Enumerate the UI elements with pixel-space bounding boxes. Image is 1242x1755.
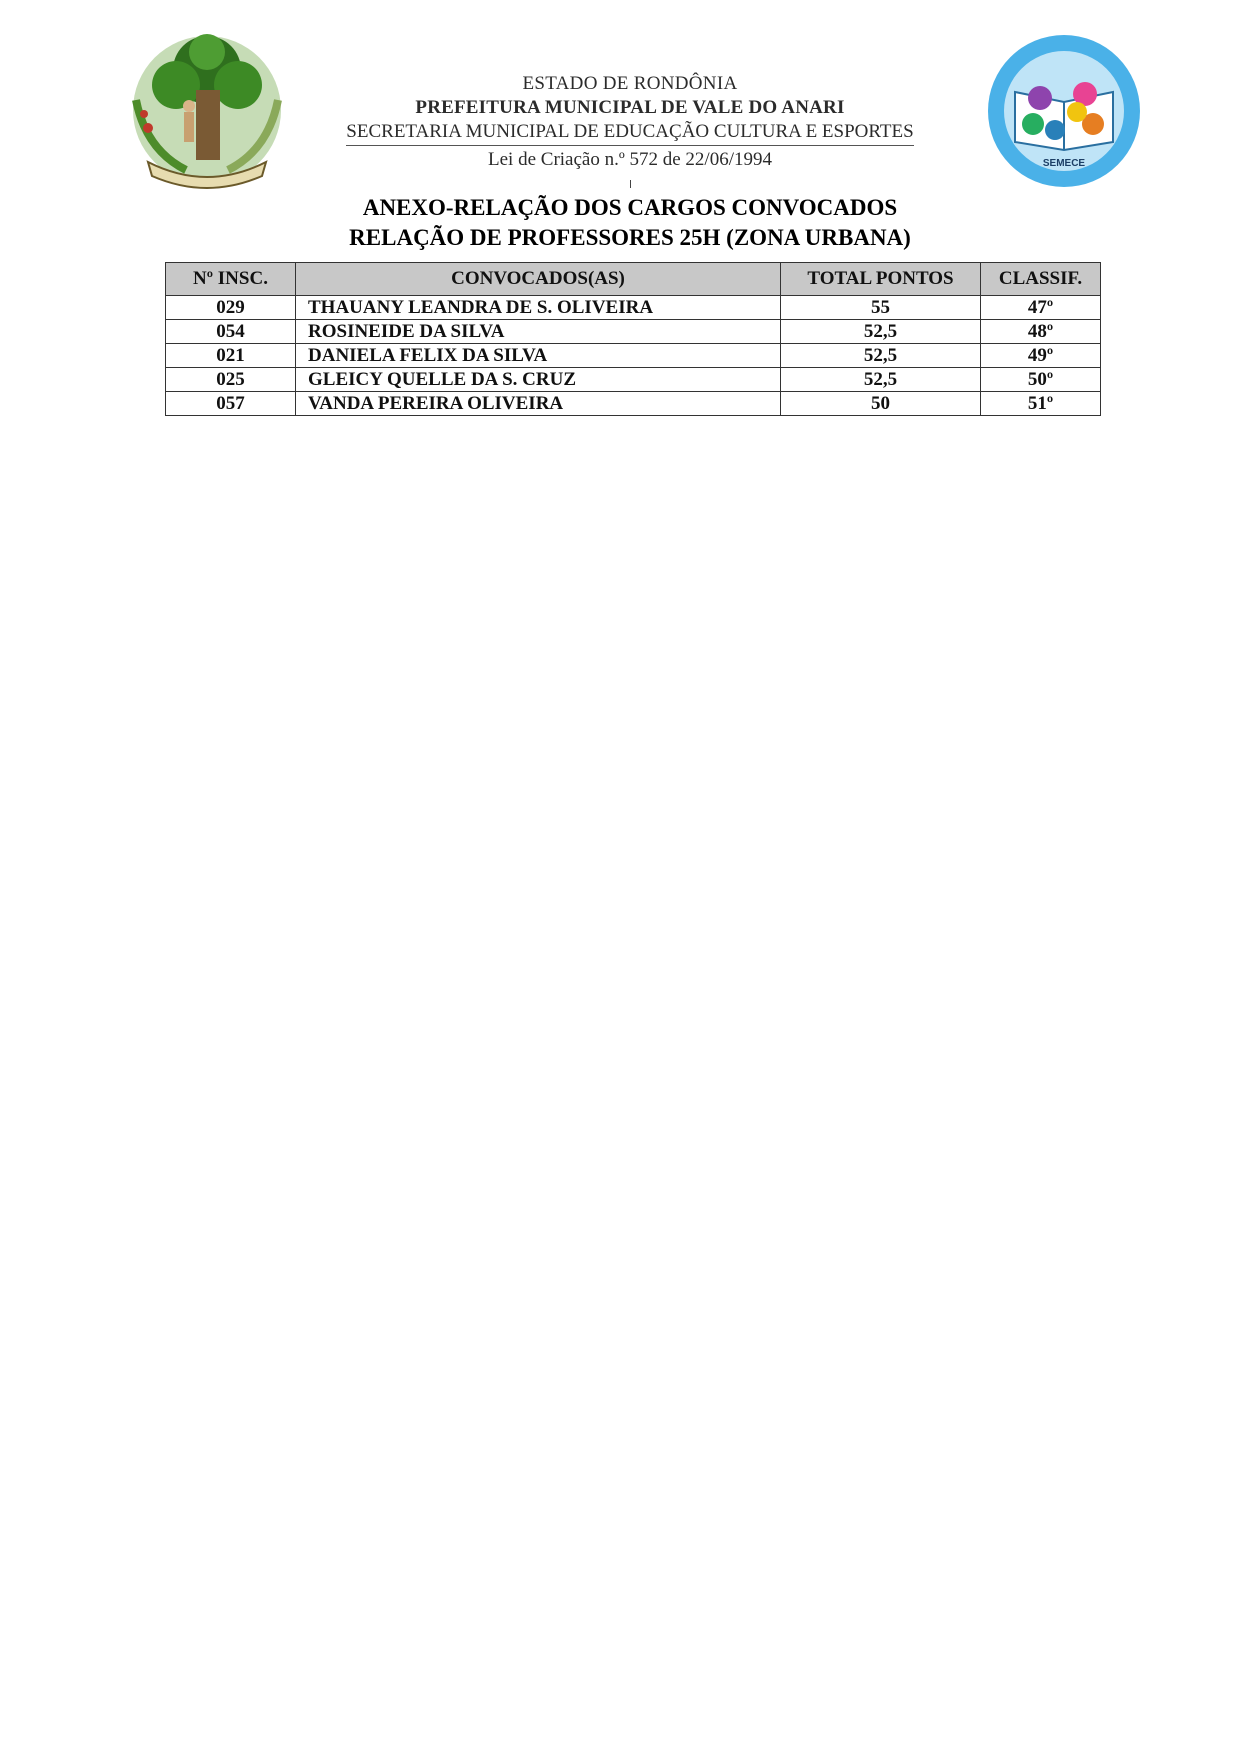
letterhead-state: ESTADO DE RONDÔNIA xyxy=(522,73,738,94)
cell-classif: 50º xyxy=(981,368,1101,392)
cell-nome: THAUANY LEANDRA DE S. OLIVEIRA xyxy=(296,296,781,320)
cell-insc: 021 xyxy=(166,344,296,368)
cell-classif: 49º xyxy=(981,344,1101,368)
cell-pontos: 50 xyxy=(781,392,981,416)
cell-pontos: 52,5 xyxy=(781,344,981,368)
title-teachers: RELAÇÃO DE PROFESSORES 25H (ZONA URBANA) xyxy=(349,225,911,250)
col-header-total-pontos: TOTAL PONTOS xyxy=(781,263,981,296)
cell-pontos: 55 xyxy=(781,296,981,320)
cell-classif: 48º xyxy=(981,320,1101,344)
document-titles xyxy=(200,193,1060,253)
letterhead-law: Lei de Criação n.º 572 de 22/06/1994 xyxy=(488,149,772,170)
cell-nome: DANIELA FELIX DA SILVA xyxy=(296,344,781,368)
cell-insc: 029 xyxy=(166,296,296,320)
cell-pontos: 52,5 xyxy=(781,320,981,344)
cell-nome: VANDA PEREIRA OLIVEIRA xyxy=(296,392,781,416)
table-row xyxy=(166,344,1101,368)
cell-classif: 47º xyxy=(981,296,1101,320)
table-header-row xyxy=(166,263,1101,296)
letterhead xyxy=(300,72,960,173)
convocation-table xyxy=(165,262,1101,416)
title-annex: ANEXO-RELAÇÃO DOS CARGOS CONVOCADOS xyxy=(362,195,898,220)
table-row xyxy=(166,296,1101,320)
letterhead-secretariat: SECRETARIA MUNICIPAL DE EDUCAÇÃO CULTURA E ESPORTES xyxy=(346,120,913,146)
cell-insc: 057 xyxy=(166,392,296,416)
divider-tick xyxy=(630,180,631,188)
table-row xyxy=(166,368,1101,392)
semece-hands-book-logo-icon xyxy=(985,32,1143,190)
letterhead-prefecture: PREFEITURA MUNICIPAL DE VALE DO ANARI xyxy=(415,97,845,118)
cell-classif: 51º xyxy=(981,392,1101,416)
cell-insc: 025 xyxy=(166,368,296,392)
semece-logo-text: SEMECE xyxy=(1042,158,1086,169)
cell-pontos: 52,5 xyxy=(781,368,981,392)
table-row xyxy=(166,320,1101,344)
municipal-coat-of-arms-icon xyxy=(126,30,288,190)
cell-insc: 054 xyxy=(166,320,296,344)
table-row xyxy=(166,392,1101,416)
cell-nome: GLEICY QUELLE DA S. CRUZ xyxy=(296,368,781,392)
cell-nome: ROSINEIDE DA SILVA xyxy=(296,320,781,344)
col-header-insc: Nº INSC. xyxy=(166,263,296,296)
col-header-convocados: CONVOCADOS(AS) xyxy=(296,263,781,296)
col-header-classif: CLASSIF. xyxy=(981,263,1101,296)
